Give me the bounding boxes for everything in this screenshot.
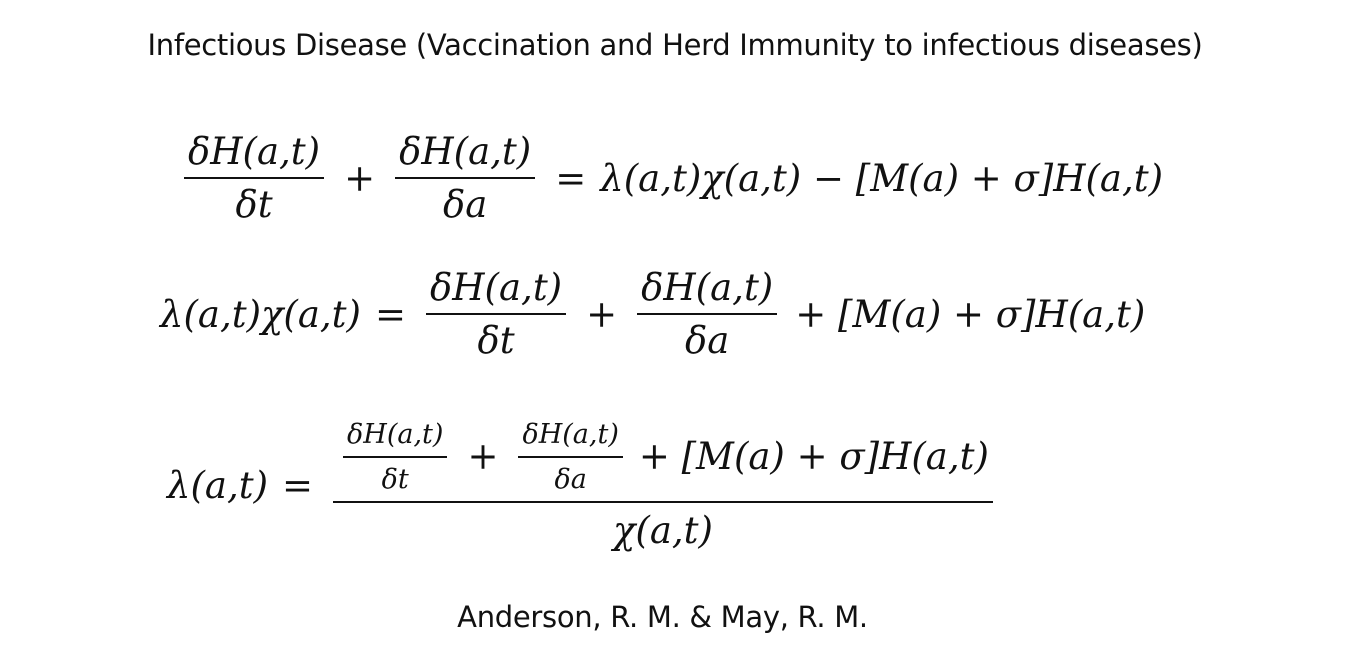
plus-sign: +: [586, 292, 618, 336]
right-hand-tail: + [M(a) + σ]H(a,t): [795, 292, 1146, 336]
equation-3: [167, 414, 999, 556]
right-hand-side: λ(a,t)χ(a,t) − [M(a) + σ]H(a,t): [600, 156, 1164, 200]
equation-1: [178, 132, 1163, 224]
numerator: δH(a,t): [522, 418, 619, 450]
fraction-dH-da: [518, 419, 622, 495]
numerator: δH(a,t): [399, 130, 532, 173]
left-hand-side: λ(a,t)χ(a,t): [160, 292, 361, 336]
fraction-dH-dt: [426, 266, 566, 362]
plus-sign: +: [467, 435, 499, 478]
numerator: δH(a,t): [641, 266, 774, 309]
main-fraction: [333, 419, 993, 552]
fraction-dH-dt: [184, 130, 324, 226]
denominator: δt: [426, 313, 566, 362]
numerator: δH(a,t): [347, 418, 444, 450]
numerator: δH(a,t): [188, 130, 321, 173]
main-numerator: [333, 419, 993, 501]
equals-sign: =: [555, 156, 587, 200]
fraction-dH-da: [395, 130, 535, 226]
plus-sign: +: [344, 156, 376, 200]
left-hand-side: λ(a,t): [167, 463, 269, 507]
author-credit: Anderson, R. M. & May, R. M.: [457, 600, 868, 634]
denominator: δt: [343, 456, 447, 495]
fraction-dH-da: [637, 266, 777, 362]
denominator: δa: [518, 456, 622, 495]
page-title: Infectious Disease (Vaccination and Herd Immunity to infectious diseases): [147, 28, 1203, 62]
equals-sign: =: [282, 463, 314, 507]
main-denominator: χ(a,t): [333, 501, 993, 552]
fraction-dH-dt: [343, 419, 447, 495]
numerator-tail: + [M(a) + σ]H(a,t): [638, 435, 989, 478]
denominator: δa: [395, 177, 535, 226]
equation-2: [160, 268, 1145, 360]
denominator: δa: [637, 313, 777, 362]
numerator: δH(a,t): [430, 266, 563, 309]
equals-sign: =: [375, 292, 407, 336]
denominator: δt: [184, 177, 324, 226]
